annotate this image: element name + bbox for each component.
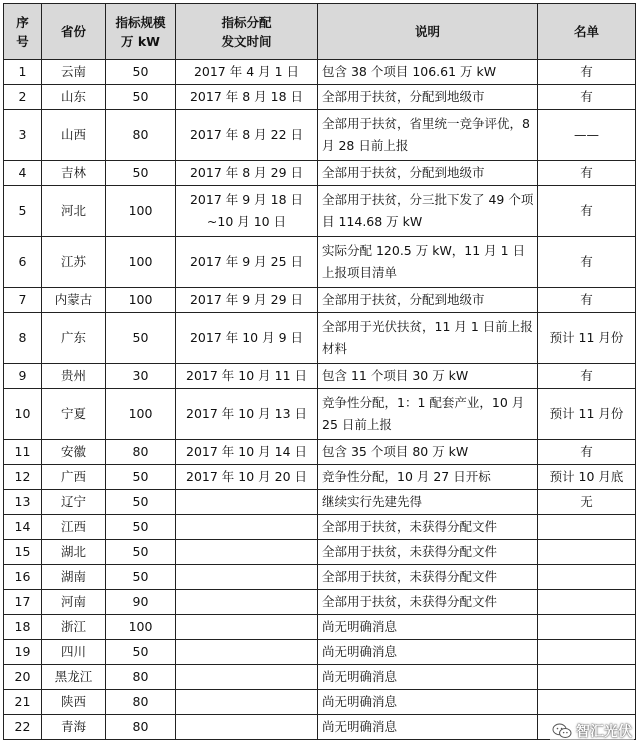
cell-scale: 50 bbox=[106, 161, 176, 186]
table-row bbox=[4, 490, 636, 515]
table-row bbox=[4, 640, 636, 665]
cell-time bbox=[176, 515, 318, 540]
table-row bbox=[4, 364, 636, 389]
cell-province: 宁夏 bbox=[42, 389, 106, 440]
quota-table bbox=[3, 3, 636, 740]
cell-index: 6 bbox=[4, 237, 42, 288]
cell-note: 继续实行先建先得 bbox=[318, 490, 538, 515]
table-row bbox=[4, 665, 636, 690]
cell-time: 2017 年 9 月 29 日 bbox=[176, 288, 318, 313]
table-row bbox=[4, 389, 636, 440]
watermark-text: 智汇光伏 bbox=[576, 724, 632, 740]
cell-list: 预计 11 月份 bbox=[538, 313, 636, 364]
cell-list bbox=[538, 540, 636, 565]
cell-time bbox=[176, 690, 318, 715]
cell-province: 广西 bbox=[42, 465, 106, 490]
cell-index: 12 bbox=[4, 465, 42, 490]
cell-time: 2017 年 10 月 20 日 bbox=[176, 465, 318, 490]
table-row bbox=[4, 715, 636, 740]
cell-time: 2017 年 8 月 29 日 bbox=[176, 161, 318, 186]
cell-note: 尚无明确消息 bbox=[318, 665, 538, 690]
cell-list: 有 bbox=[538, 237, 636, 288]
cell-note: 包含 11 个项目 30 万 kW bbox=[318, 364, 538, 389]
cell-index: 13 bbox=[4, 490, 42, 515]
cell-index: 11 bbox=[4, 440, 42, 465]
cell-time: 2017 年 4 月 1 日 bbox=[176, 60, 318, 85]
cell-scale: 100 bbox=[106, 237, 176, 288]
cell-province: 云南 bbox=[42, 60, 106, 85]
watermark bbox=[550, 721, 634, 741]
cell-list bbox=[538, 515, 636, 540]
cell-time: 2017 年 10 月 14 日 bbox=[176, 440, 318, 465]
cell-scale: 50 bbox=[106, 565, 176, 590]
table-row bbox=[4, 110, 636, 161]
cell-note: 全部用于扶贫，未获得分配文件 bbox=[318, 515, 538, 540]
cell-note: 竞争性分配，1：1 配套产业，10 月 25 日前上报 bbox=[318, 389, 538, 440]
cell-scale: 80 bbox=[106, 665, 176, 690]
cell-time: 2017 年 9 月 25 日 bbox=[176, 237, 318, 288]
cell-province: 河南 bbox=[42, 590, 106, 615]
cell-scale: 100 bbox=[106, 288, 176, 313]
cell-province: 吉林 bbox=[42, 161, 106, 186]
cell-province: 湖南 bbox=[42, 565, 106, 590]
table-row bbox=[4, 465, 636, 490]
cell-time bbox=[176, 640, 318, 665]
cell-province: 安徽 bbox=[42, 440, 106, 465]
table-row bbox=[4, 615, 636, 640]
cell-index: 4 bbox=[4, 161, 42, 186]
table-row bbox=[4, 440, 636, 465]
cell-list bbox=[538, 640, 636, 665]
cell-note: 全部用于扶贫，分配到地级市 bbox=[318, 85, 538, 110]
cell-list: 有 bbox=[538, 288, 636, 313]
cell-scale: 80 bbox=[106, 690, 176, 715]
cell-time bbox=[176, 490, 318, 515]
cell-list: —— bbox=[538, 110, 636, 161]
cell-province: 河北 bbox=[42, 186, 106, 237]
cell-scale: 50 bbox=[106, 490, 176, 515]
cell-scale: 50 bbox=[106, 515, 176, 540]
cell-index: 18 bbox=[4, 615, 42, 640]
cell-scale: 50 bbox=[106, 465, 176, 490]
cell-list: 无 bbox=[538, 490, 636, 515]
cell-note: 尚无明确消息 bbox=[318, 640, 538, 665]
cell-note: 尚无明确消息 bbox=[318, 690, 538, 715]
cell-note: 竞争性分配，10 月 27 日开标 bbox=[318, 465, 538, 490]
header-row bbox=[4, 4, 636, 60]
cell-scale: 100 bbox=[106, 186, 176, 237]
cell-index: 22 bbox=[4, 715, 42, 740]
cell-index: 15 bbox=[4, 540, 42, 565]
wechat-icon bbox=[552, 722, 572, 740]
header-time: 指标分配 发文时间 bbox=[176, 4, 318, 60]
cell-scale: 90 bbox=[106, 590, 176, 615]
cell-time: 2017 年 8 月 18 日 bbox=[176, 85, 318, 110]
cell-note: 全部用于扶贫，未获得分配文件 bbox=[318, 565, 538, 590]
cell-time bbox=[176, 615, 318, 640]
cell-province: 陕西 bbox=[42, 690, 106, 715]
cell-time: 2017 年 10 月 11 日 bbox=[176, 364, 318, 389]
cell-list: 有 bbox=[538, 161, 636, 186]
cell-province: 青海 bbox=[42, 715, 106, 740]
cell-province: 黑龙江 bbox=[42, 665, 106, 690]
cell-list: 有 bbox=[538, 186, 636, 237]
cell-province: 四川 bbox=[42, 640, 106, 665]
table-row bbox=[4, 515, 636, 540]
cell-list bbox=[538, 565, 636, 590]
cell-scale: 50 bbox=[106, 85, 176, 110]
cell-list bbox=[538, 690, 636, 715]
header-province: 省份 bbox=[42, 4, 106, 60]
cell-scale: 80 bbox=[106, 715, 176, 740]
cell-scale: 80 bbox=[106, 110, 176, 161]
cell-note: 包含 38 个项目 106.61 万 kW bbox=[318, 60, 538, 85]
cell-note: 尚无明确消息 bbox=[318, 615, 538, 640]
table-row bbox=[4, 590, 636, 615]
cell-list bbox=[538, 665, 636, 690]
table-row bbox=[4, 186, 636, 237]
cell-province: 浙江 bbox=[42, 615, 106, 640]
header-index: 序 号 bbox=[4, 4, 42, 60]
cell-note: 全部用于光伏扶贫，11 月 1 日前上报材料 bbox=[318, 313, 538, 364]
header-list: 名单 bbox=[538, 4, 636, 60]
cell-time bbox=[176, 540, 318, 565]
cell-index: 3 bbox=[4, 110, 42, 161]
cell-scale: 100 bbox=[106, 389, 176, 440]
cell-scale: 30 bbox=[106, 364, 176, 389]
table-row bbox=[4, 690, 636, 715]
cell-list: 预计 11 月份 bbox=[538, 389, 636, 440]
cell-province: 江苏 bbox=[42, 237, 106, 288]
cell-time bbox=[176, 665, 318, 690]
cell-scale: 80 bbox=[106, 440, 176, 465]
table-row bbox=[4, 237, 636, 288]
cell-list: 有 bbox=[538, 60, 636, 85]
cell-time bbox=[176, 590, 318, 615]
cell-note: 全部用于扶贫，省里统一竞争评优，8 月 28 日前上报 bbox=[318, 110, 538, 161]
cell-index: 2 bbox=[4, 85, 42, 110]
table-row bbox=[4, 85, 636, 110]
cell-list bbox=[538, 615, 636, 640]
cell-scale: 50 bbox=[106, 60, 176, 85]
cell-time: 2017 年 10 月 13 日 bbox=[176, 389, 318, 440]
cell-index: 7 bbox=[4, 288, 42, 313]
cell-scale: 50 bbox=[106, 540, 176, 565]
cell-index: 9 bbox=[4, 364, 42, 389]
cell-note: 实际分配 120.5 万 kW，11 月 1 日上报项目清单 bbox=[318, 237, 538, 288]
cell-index: 1 bbox=[4, 60, 42, 85]
cell-index: 5 bbox=[4, 186, 42, 237]
cell-scale: 50 bbox=[106, 640, 176, 665]
cell-index: 14 bbox=[4, 515, 42, 540]
table-row bbox=[4, 288, 636, 313]
table-row bbox=[4, 313, 636, 364]
cell-note: 包含 35 个项目 80 万 kW bbox=[318, 440, 538, 465]
cell-province: 湖北 bbox=[42, 540, 106, 565]
cell-time: 2017 年 10 月 9 日 bbox=[176, 313, 318, 364]
table-row bbox=[4, 565, 636, 590]
cell-time: 2017 年 9 月 18 日~10 月 10 日 bbox=[176, 186, 318, 237]
cell-list: 有 bbox=[538, 440, 636, 465]
cell-time bbox=[176, 715, 318, 740]
cell-list: 预计 10 月底 bbox=[538, 465, 636, 490]
header-scale: 指标规模 万 kW bbox=[106, 4, 176, 60]
cell-province: 山西 bbox=[42, 110, 106, 161]
cell-index: 20 bbox=[4, 665, 42, 690]
cell-index: 19 bbox=[4, 640, 42, 665]
cell-time: 2017 年 8 月 22 日 bbox=[176, 110, 318, 161]
cell-province: 山东 bbox=[42, 85, 106, 110]
table-row bbox=[4, 161, 636, 186]
cell-province: 江西 bbox=[42, 515, 106, 540]
cell-province: 内蒙古 bbox=[42, 288, 106, 313]
header-note: 说明 bbox=[318, 4, 538, 60]
cell-note: 全部用于扶贫，分配到地级市 bbox=[318, 161, 538, 186]
cell-index: 21 bbox=[4, 690, 42, 715]
cell-province: 贵州 bbox=[42, 364, 106, 389]
cell-note: 全部用于扶贫，分三批下发了 49 个项目 114.68 万 kW bbox=[318, 186, 538, 237]
cell-index: 16 bbox=[4, 565, 42, 590]
cell-province: 广东 bbox=[42, 313, 106, 364]
cell-list bbox=[538, 590, 636, 615]
cell-index: 17 bbox=[4, 590, 42, 615]
cell-scale: 100 bbox=[106, 615, 176, 640]
cell-index: 8 bbox=[4, 313, 42, 364]
cell-province: 辽宁 bbox=[42, 490, 106, 515]
table-row bbox=[4, 540, 636, 565]
cell-note: 全部用于扶贫，分配到地级市 bbox=[318, 288, 538, 313]
cell-scale: 50 bbox=[106, 313, 176, 364]
cell-note: 全部用于扶贫，未获得分配文件 bbox=[318, 540, 538, 565]
cell-note: 尚无明确消息 bbox=[318, 715, 538, 740]
table-row bbox=[4, 60, 636, 85]
cell-list: 有 bbox=[538, 85, 636, 110]
cell-index: 10 bbox=[4, 389, 42, 440]
cell-time bbox=[176, 565, 318, 590]
cell-list: 有 bbox=[538, 364, 636, 389]
cell-note: 全部用于扶贫，未获得分配文件 bbox=[318, 590, 538, 615]
